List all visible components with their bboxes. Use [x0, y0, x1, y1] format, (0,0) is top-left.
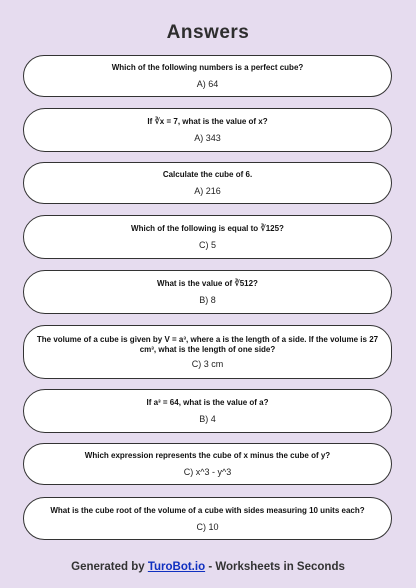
answer-text: C) 10 [196, 521, 219, 532]
answer-card-8 [23, 443, 392, 485]
answer-text: B) 8 [199, 295, 216, 305]
answer-card-6 [23, 325, 392, 379]
answer-card-5 [23, 270, 392, 314]
answer-card-7 [23, 389, 392, 433]
question-text: Which of the following is equal to ∛125? [131, 224, 284, 233]
footer [0, 561, 416, 573]
footer-prefix: Generated by [71, 561, 145, 573]
answer-text: C) 3 cm [191, 359, 224, 369]
question-text: Which of the following numbers is a perfect cube? [111, 63, 304, 72]
answer-text: B) 4 [199, 414, 216, 424]
answer-card-3 [23, 162, 392, 204]
answer-text: C) x^3 - y^3 [183, 467, 232, 477]
turobot-link[interactable]: TuroBot.io [147, 561, 206, 573]
question-text: Which expression represents the cube of x minus the cube of y? [84, 451, 331, 460]
question-text: Calculate the cube of 6. [162, 170, 253, 179]
question-text: If ∛x = 7, what is the value of x? [147, 117, 268, 126]
answer-text: A) 216 [194, 186, 221, 196]
answer-card-4 [23, 215, 392, 259]
answer-card-1 [23, 55, 392, 97]
answer-text: A) 64 [196, 79, 219, 89]
question-text: What is the cube root of the volume of a cube with sides measuring 10 units each? [50, 505, 365, 515]
question-text: If a³ = 64, what is the value of a? [146, 398, 269, 407]
answer-card-9 [23, 497, 392, 540]
question-text: What is the value of ∛512? [157, 279, 258, 288]
answer-text: C) 5 [198, 240, 216, 250]
footer-suffix: - Worksheets in Seconds [208, 561, 345, 573]
question-text: The volume of a cube is given by V = a³, where a is the length of a side. If the volume is 27 cm³, what is the length of one side? [36, 335, 379, 354]
answer-card-2 [23, 108, 392, 152]
answer-text: A) 343 [194, 133, 221, 143]
page-title: Answers [166, 22, 250, 43]
